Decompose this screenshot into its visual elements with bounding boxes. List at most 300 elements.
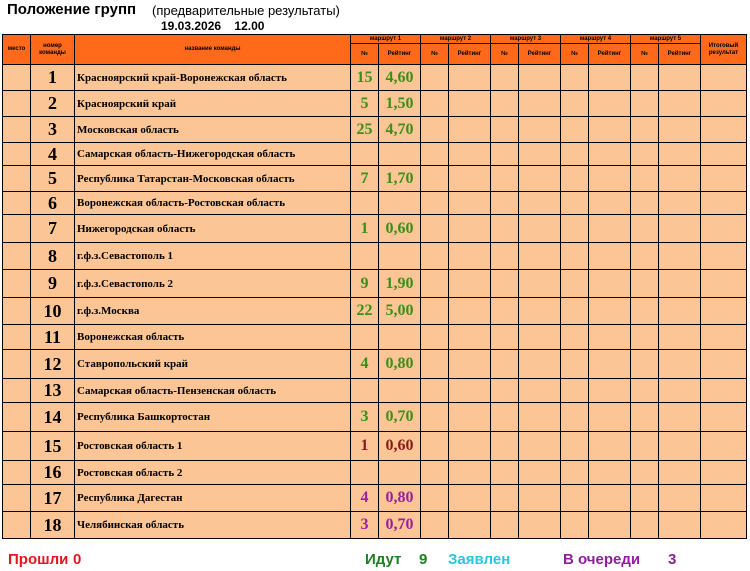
route-2-rating-cell (449, 143, 491, 166)
col-route-5-rating: Рейтинг (659, 44, 701, 65)
route-3-no-cell (491, 270, 519, 298)
route-3-rating-cell (519, 403, 561, 432)
route-5-no-cell (631, 403, 659, 432)
route-3-no-cell (491, 350, 519, 379)
route-1-rating-cell: 0,80 (379, 350, 421, 379)
route-2-rating-cell (449, 432, 491, 461)
final-result-cell (701, 91, 747, 117)
route-5-no-cell (631, 270, 659, 298)
route-1-no-cell (351, 325, 379, 350)
route-5-rating-cell (659, 143, 701, 166)
place-cell (3, 325, 31, 350)
table-row (3, 91, 747, 117)
date-label: 19.03.2026 (161, 19, 222, 33)
route-5-rating-cell (659, 215, 701, 243)
route-3-no-cell (491, 379, 519, 403)
team-name-cell: Красноярский край (75, 91, 351, 117)
team-name-cell: Самарская область-Нижегородская область (75, 143, 351, 166)
passed-label: Прошли (8, 551, 69, 568)
route-1-rating-cell: 0,70 (379, 403, 421, 432)
col-final-header: Итоговый результат (701, 35, 747, 65)
final-result-cell (701, 243, 747, 270)
route-2-rating-cell (449, 243, 491, 270)
team-name-cell: Ставропольский край (75, 350, 351, 379)
final-result-cell (701, 270, 747, 298)
table-row (3, 379, 747, 403)
route-1-rating-cell (379, 243, 421, 270)
route-3-no-cell (491, 461, 519, 485)
route-4-rating-cell (589, 461, 631, 485)
route-5-no-cell (631, 298, 659, 325)
route-2-rating-cell (449, 461, 491, 485)
route-2-no-cell (421, 379, 449, 403)
page-subtitle: (предварительные результаты) (152, 3, 340, 18)
route-3-rating-cell (519, 270, 561, 298)
time-label: 12.00 (234, 19, 265, 33)
place-cell (3, 432, 31, 461)
team-number-cell: 15 (31, 432, 75, 461)
page-title: Положение групп (7, 1, 137, 18)
route-5-rating-cell (659, 243, 701, 270)
col-route-1-no: № (351, 44, 379, 65)
col-route-2-rating: Рейтинг (449, 44, 491, 65)
route-3-rating-cell (519, 461, 561, 485)
final-result-cell (701, 117, 747, 143)
route-5-rating-cell (659, 379, 701, 403)
place-cell (3, 512, 31, 539)
final-result-cell (701, 379, 747, 403)
route-1-no-cell: 4 (351, 350, 379, 379)
place-cell (3, 215, 31, 243)
route-4-no-cell (561, 461, 589, 485)
route-4-no-cell (561, 65, 589, 91)
route-3-no-cell (491, 403, 519, 432)
place-cell (3, 192, 31, 215)
team-name-cell: Ростовская область 1 (75, 432, 351, 461)
route-1-no-cell: 15 (351, 65, 379, 91)
route-2-no-cell (421, 270, 449, 298)
route-2-no-cell (421, 91, 449, 117)
route-2-no-cell (421, 512, 449, 539)
route-5-no-cell (631, 512, 659, 539)
route-4-rating-cell (589, 432, 631, 461)
team-number-cell: 13 (31, 379, 75, 403)
route-3-rating-cell (519, 243, 561, 270)
route-5-no-cell (631, 325, 659, 350)
team-number-cell: 6 (31, 192, 75, 215)
route-5-no-cell (631, 117, 659, 143)
route-2-no-cell (421, 350, 449, 379)
route-5-rating-cell (659, 117, 701, 143)
table-row (3, 243, 747, 270)
route-1-rating-cell (379, 143, 421, 166)
team-number-cell: 17 (31, 485, 75, 512)
route-1-rating-cell: 0,60 (379, 215, 421, 243)
col-route-4-header: маршрут 4 (561, 35, 631, 44)
route-4-rating-cell (589, 166, 631, 192)
route-3-no-cell (491, 215, 519, 243)
route-2-rating-cell (449, 270, 491, 298)
route-2-no-cell (421, 215, 449, 243)
route-4-no-cell (561, 485, 589, 512)
table-row (3, 192, 747, 215)
route-5-no-cell (631, 485, 659, 512)
team-number-cell: 10 (31, 298, 75, 325)
col-route-2-no: № (421, 44, 449, 65)
route-1-rating-cell: 0,70 (379, 512, 421, 539)
route-1-no-cell: 5 (351, 91, 379, 117)
going-value: 9 (419, 551, 428, 568)
route-5-rating-cell (659, 350, 701, 379)
route-4-rating-cell (589, 215, 631, 243)
col-route-3-no: № (491, 44, 519, 65)
route-1-rating-cell: 0,80 (379, 485, 421, 512)
route-2-rating-cell (449, 325, 491, 350)
route-3-no-cell (491, 298, 519, 325)
final-result-cell (701, 432, 747, 461)
route-2-no-cell (421, 485, 449, 512)
table-row (3, 325, 747, 350)
route-2-rating-cell (449, 117, 491, 143)
table-row (3, 166, 747, 192)
route-1-no-cell: 1 (351, 432, 379, 461)
team-number-cell: 3 (31, 117, 75, 143)
route-3-no-cell (491, 65, 519, 91)
col-route-1-rating: Рейтинг (379, 44, 421, 65)
route-2-rating-cell (449, 215, 491, 243)
route-3-rating-cell (519, 432, 561, 461)
route-3-no-cell (491, 243, 519, 270)
route-4-no-cell (561, 91, 589, 117)
route-5-rating-cell (659, 270, 701, 298)
route-4-no-cell (561, 215, 589, 243)
route-4-no-cell (561, 117, 589, 143)
route-4-no-cell (561, 379, 589, 403)
col-route-1-header: маршрут 1 (351, 35, 421, 44)
route-3-rating-cell (519, 65, 561, 91)
route-1-rating-cell (379, 325, 421, 350)
standings-table (2, 34, 747, 539)
route-1-rating-cell: 1,90 (379, 270, 421, 298)
route-3-no-cell (491, 192, 519, 215)
route-2-rating-cell (449, 298, 491, 325)
route-5-no-cell (631, 91, 659, 117)
route-4-rating-cell (589, 403, 631, 432)
route-5-no-cell (631, 192, 659, 215)
place-cell (3, 485, 31, 512)
route-5-rating-cell (659, 403, 701, 432)
route-4-rating-cell (589, 117, 631, 143)
route-2-no-cell (421, 432, 449, 461)
route-3-rating-cell (519, 325, 561, 350)
col-route-3-rating: Рейтинг (519, 44, 561, 65)
route-3-no-cell (491, 325, 519, 350)
route-3-rating-cell (519, 485, 561, 512)
route-5-rating-cell (659, 485, 701, 512)
table-row (3, 143, 747, 166)
route-5-rating-cell (659, 298, 701, 325)
col-place-header: место (3, 35, 31, 65)
route-4-no-cell (561, 298, 589, 325)
going-label: Идут (365, 551, 402, 568)
team-name-cell: Воронежская область-Ростовская область (75, 192, 351, 215)
route-3-rating-cell (519, 298, 561, 325)
route-5-rating-cell (659, 166, 701, 192)
route-1-rating-cell: 1,50 (379, 91, 421, 117)
col-route-4-no: № (561, 44, 589, 65)
place-cell (3, 91, 31, 117)
route-5-no-cell (631, 432, 659, 461)
route-3-no-cell (491, 91, 519, 117)
team-name-cell: г.ф.з.Москва (75, 298, 351, 325)
standings-body (3, 65, 747, 539)
route-3-rating-cell (519, 215, 561, 243)
route-4-no-cell (561, 512, 589, 539)
table-row (3, 215, 747, 243)
place-cell (3, 403, 31, 432)
place-cell (3, 298, 31, 325)
route-1-rating-cell (379, 379, 421, 403)
col-team-name-header: название команды (75, 35, 351, 65)
route-2-no-cell (421, 166, 449, 192)
route-4-rating-cell (589, 91, 631, 117)
team-name-cell: Красноярский край-Воронежская область (75, 65, 351, 91)
route-5-rating-cell (659, 461, 701, 485)
team-name-cell: Республика Татарстан-Московская область (75, 166, 351, 192)
route-5-no-cell (631, 65, 659, 91)
route-2-no-cell (421, 117, 449, 143)
header-row-routes (3, 35, 747, 44)
table-row (3, 485, 747, 512)
team-number-cell: 2 (31, 91, 75, 117)
final-result-cell (701, 512, 747, 539)
route-2-no-cell (421, 243, 449, 270)
final-result-cell (701, 166, 747, 192)
route-3-rating-cell (519, 166, 561, 192)
route-2-rating-cell (449, 350, 491, 379)
route-3-rating-cell (519, 379, 561, 403)
route-5-rating-cell (659, 512, 701, 539)
queue-label: В очереди (563, 551, 641, 568)
route-3-rating-cell (519, 350, 561, 379)
route-5-rating-cell (659, 432, 701, 461)
col-route-5-header: маршрут 5 (631, 35, 701, 44)
final-result-cell (701, 298, 747, 325)
route-4-no-cell (561, 243, 589, 270)
route-2-no-cell (421, 325, 449, 350)
route-1-no-cell: 9 (351, 270, 379, 298)
team-number-cell: 5 (31, 166, 75, 192)
final-result-cell (701, 403, 747, 432)
route-2-no-cell (421, 403, 449, 432)
table-row (3, 298, 747, 325)
route-4-no-cell (561, 432, 589, 461)
route-2-rating-cell (449, 485, 491, 512)
route-4-no-cell (561, 403, 589, 432)
team-number-cell: 8 (31, 243, 75, 270)
final-result-cell (701, 192, 747, 215)
place-cell (3, 461, 31, 485)
route-2-no-cell (421, 192, 449, 215)
route-5-no-cell (631, 143, 659, 166)
team-name-cell: г.ф.з.Севастополь 1 (75, 243, 351, 270)
final-result-cell (701, 325, 747, 350)
route-2-no-cell (421, 461, 449, 485)
route-5-rating-cell (659, 91, 701, 117)
team-name-cell: Московская область (75, 117, 351, 143)
route-1-no-cell: 3 (351, 403, 379, 432)
route-3-no-cell (491, 117, 519, 143)
route-4-no-cell (561, 350, 589, 379)
route-5-rating-cell (659, 192, 701, 215)
date-time (161, 19, 274, 33)
queue-value: 3 (668, 551, 677, 568)
table-row (3, 117, 747, 143)
table-row (3, 432, 747, 461)
table-row (3, 350, 747, 379)
route-1-no-cell: 22 (351, 298, 379, 325)
route-3-no-cell (491, 166, 519, 192)
route-2-no-cell (421, 298, 449, 325)
table-row (3, 270, 747, 298)
place-cell (3, 350, 31, 379)
route-2-no-cell (421, 143, 449, 166)
route-2-rating-cell (449, 379, 491, 403)
team-number-cell: 7 (31, 215, 75, 243)
route-4-rating-cell (589, 270, 631, 298)
route-5-no-cell (631, 215, 659, 243)
passed-value: 0 (73, 551, 82, 568)
route-1-no-cell (351, 379, 379, 403)
final-result-cell (701, 65, 747, 91)
route-4-rating-cell (589, 243, 631, 270)
route-1-no-cell (351, 192, 379, 215)
route-5-no-cell (631, 379, 659, 403)
col-team-number-header: номер команды (31, 35, 75, 65)
place-cell (3, 65, 31, 91)
team-number-cell: 16 (31, 461, 75, 485)
route-1-rating-cell: 0,60 (379, 432, 421, 461)
route-4-rating-cell (589, 379, 631, 403)
place-cell (3, 379, 31, 403)
route-5-no-cell (631, 350, 659, 379)
team-name-cell: Воронежская область (75, 325, 351, 350)
route-3-rating-cell (519, 192, 561, 215)
team-number-cell: 9 (31, 270, 75, 298)
route-5-no-cell (631, 166, 659, 192)
table-row (3, 403, 747, 432)
team-name-cell: Челябинская область (75, 512, 351, 539)
route-1-rating-cell: 4,60 (379, 65, 421, 91)
team-number-cell: 12 (31, 350, 75, 379)
route-4-rating-cell (589, 298, 631, 325)
team-number-cell: 4 (31, 143, 75, 166)
route-1-rating-cell: 1,70 (379, 166, 421, 192)
route-4-rating-cell (589, 512, 631, 539)
col-route-5-no: № (631, 44, 659, 65)
route-5-no-cell (631, 461, 659, 485)
route-5-no-cell (631, 243, 659, 270)
team-number-cell: 1 (31, 65, 75, 91)
team-name-cell: Ростовская область 2 (75, 461, 351, 485)
route-1-no-cell (351, 143, 379, 166)
route-4-rating-cell (589, 143, 631, 166)
route-1-no-cell (351, 461, 379, 485)
place-cell (3, 117, 31, 143)
table-row (3, 461, 747, 485)
route-4-rating-cell (589, 485, 631, 512)
route-3-rating-cell (519, 91, 561, 117)
final-result-cell (701, 215, 747, 243)
route-3-no-cell (491, 512, 519, 539)
route-4-no-cell (561, 192, 589, 215)
col-route-2-header: маршрут 2 (421, 35, 491, 44)
route-3-rating-cell (519, 117, 561, 143)
route-1-no-cell: 3 (351, 512, 379, 539)
route-2-rating-cell (449, 403, 491, 432)
route-1-no-cell: 7 (351, 166, 379, 192)
route-4-rating-cell (589, 192, 631, 215)
route-5-rating-cell (659, 65, 701, 91)
route-1-no-cell (351, 243, 379, 270)
route-2-no-cell (421, 65, 449, 91)
team-number-cell: 11 (31, 325, 75, 350)
route-2-rating-cell (449, 192, 491, 215)
route-1-no-cell: 1 (351, 215, 379, 243)
route-1-no-cell: 4 (351, 485, 379, 512)
team-number-cell: 14 (31, 403, 75, 432)
route-4-rating-cell (589, 350, 631, 379)
applied-label: Заявлен (448, 551, 511, 568)
route-3-no-cell (491, 485, 519, 512)
route-4-rating-cell (589, 325, 631, 350)
team-name-cell: Республика Дагестан (75, 485, 351, 512)
route-1-rating-cell (379, 192, 421, 215)
col-route-3-header: маршрут 3 (491, 35, 561, 44)
team-name-cell: Нижегородская область (75, 215, 351, 243)
route-4-no-cell (561, 143, 589, 166)
route-5-rating-cell (659, 325, 701, 350)
route-1-no-cell: 25 (351, 117, 379, 143)
team-name-cell: г.ф.з.Севастополь 2 (75, 270, 351, 298)
place-cell (3, 270, 31, 298)
place-cell (3, 143, 31, 166)
team-number-cell: 18 (31, 512, 75, 539)
team-name-cell: Самарская область-Пензенская область (75, 379, 351, 403)
route-2-rating-cell (449, 512, 491, 539)
route-3-no-cell (491, 432, 519, 461)
place-cell (3, 243, 31, 270)
final-result-cell (701, 485, 747, 512)
route-2-rating-cell (449, 91, 491, 117)
final-result-cell (701, 350, 747, 379)
route-4-no-cell (561, 270, 589, 298)
place-cell (3, 166, 31, 192)
table-row (3, 512, 747, 539)
route-3-no-cell (491, 143, 519, 166)
route-1-rating-cell (379, 461, 421, 485)
route-1-rating-cell: 5,00 (379, 298, 421, 325)
route-1-rating-cell: 4,70 (379, 117, 421, 143)
final-result-cell (701, 143, 747, 166)
route-3-rating-cell (519, 512, 561, 539)
table-row (3, 65, 747, 91)
route-2-rating-cell (449, 166, 491, 192)
route-4-rating-cell (589, 65, 631, 91)
team-name-cell: Республика Башкортостан (75, 403, 351, 432)
col-route-4-rating: Рейтинг (589, 44, 631, 65)
route-2-rating-cell (449, 65, 491, 91)
